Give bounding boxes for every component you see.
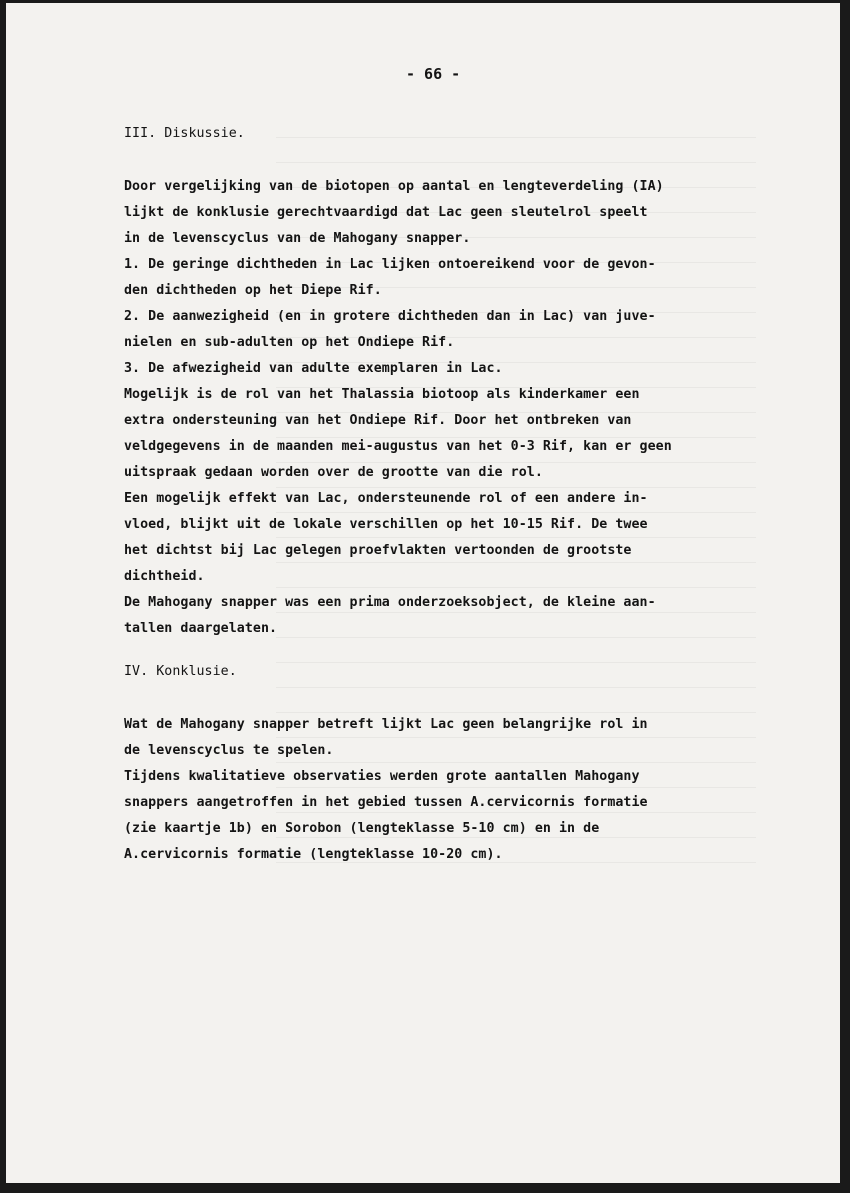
discussion-para2-line: De Mahogany snapper was een prima onderzoeksobject, de kleine aan-	[124, 595, 656, 610]
conclusion-line: snappers aangetroffen in het gebied tussen A.cervicornis formatie	[124, 795, 648, 810]
conclusion-line: Wat de Mahogany snapper betreft lijkt Lac geen belangrijke rol in	[124, 717, 648, 732]
discussion-point-line: nielen en sub-adulten op het Ondiepe Rif.	[124, 335, 455, 350]
discussion-heading: III. Diskussie.	[124, 126, 245, 141]
discussion-para2-line: Een mogelijk effekt van Lac, ondersteunende rol of een andere in-	[124, 491, 648, 506]
conclusion-line: Tijdens kwalitatieve observaties werden grote aantallen Mahogany	[124, 769, 640, 784]
page-number: - 66 -	[406, 65, 461, 83]
discussion-para2-line: Mogelijk is de rol van het Thalassia biotoop als kinderkamer een	[124, 387, 640, 402]
discussion-point-line: 2. De aanwezigheid (en in grotere dichtheden dan in Lac) van juve-	[124, 309, 656, 324]
discussion-point-line: 1. De geringe dichtheden in Lac lijken ontoereikend voor de gevon-	[124, 257, 656, 272]
discussion-para2-line: extra ondersteuning van het Ondiepe Rif. Door het ontbreken van	[124, 413, 632, 428]
discussion-para2-line: uitspraak gedaan worden over de grootte van die rol.	[124, 465, 543, 480]
discussion-para2-line: veldgegevens in de maanden mei-augustus van het 0-3 Rif, kan er geen	[124, 439, 672, 454]
discussion-para2-line: dichtheid.	[124, 569, 205, 584]
conclusion-line: (zie kaartje 1b) en Sorobon (lengteklasse 5-10 cm) en in de	[124, 821, 600, 836]
conclusion-line: de levenscyclus te spelen.	[124, 743, 334, 758]
conclusion-line: A.cervicornis formatie (lengteklasse 10-20 cm).	[124, 847, 503, 862]
discussion-para1-line: Door vergelijking van de biotopen op aantal en lengteverdeling (IA)	[124, 179, 664, 194]
discussion-para1-line: lijkt de konklusie gerechtvaardigd dat Lac geen sleutelrol speelt	[124, 205, 648, 220]
document-page	[6, 3, 840, 1183]
discussion-para2-line: het dichtst bij Lac gelegen proefvlakten vertoonden de grootste	[124, 543, 632, 558]
conclusion-heading: IV. Konklusie.	[124, 664, 237, 679]
discussion-para2-line: tallen daargelaten.	[124, 621, 278, 636]
discussion-para2-line: vloed, blijkt uit de lokale verschillen op het 10-15 Rif. De twee	[124, 517, 648, 532]
discussion-point-line: 3. De afwezigheid van adulte exemplaren in Lac.	[124, 361, 503, 376]
discussion-point-line: den dichtheden op het Diepe Rif.	[124, 283, 382, 298]
discussion-para1-line: in de levenscyclus van de Mahogany snapper.	[124, 231, 471, 246]
